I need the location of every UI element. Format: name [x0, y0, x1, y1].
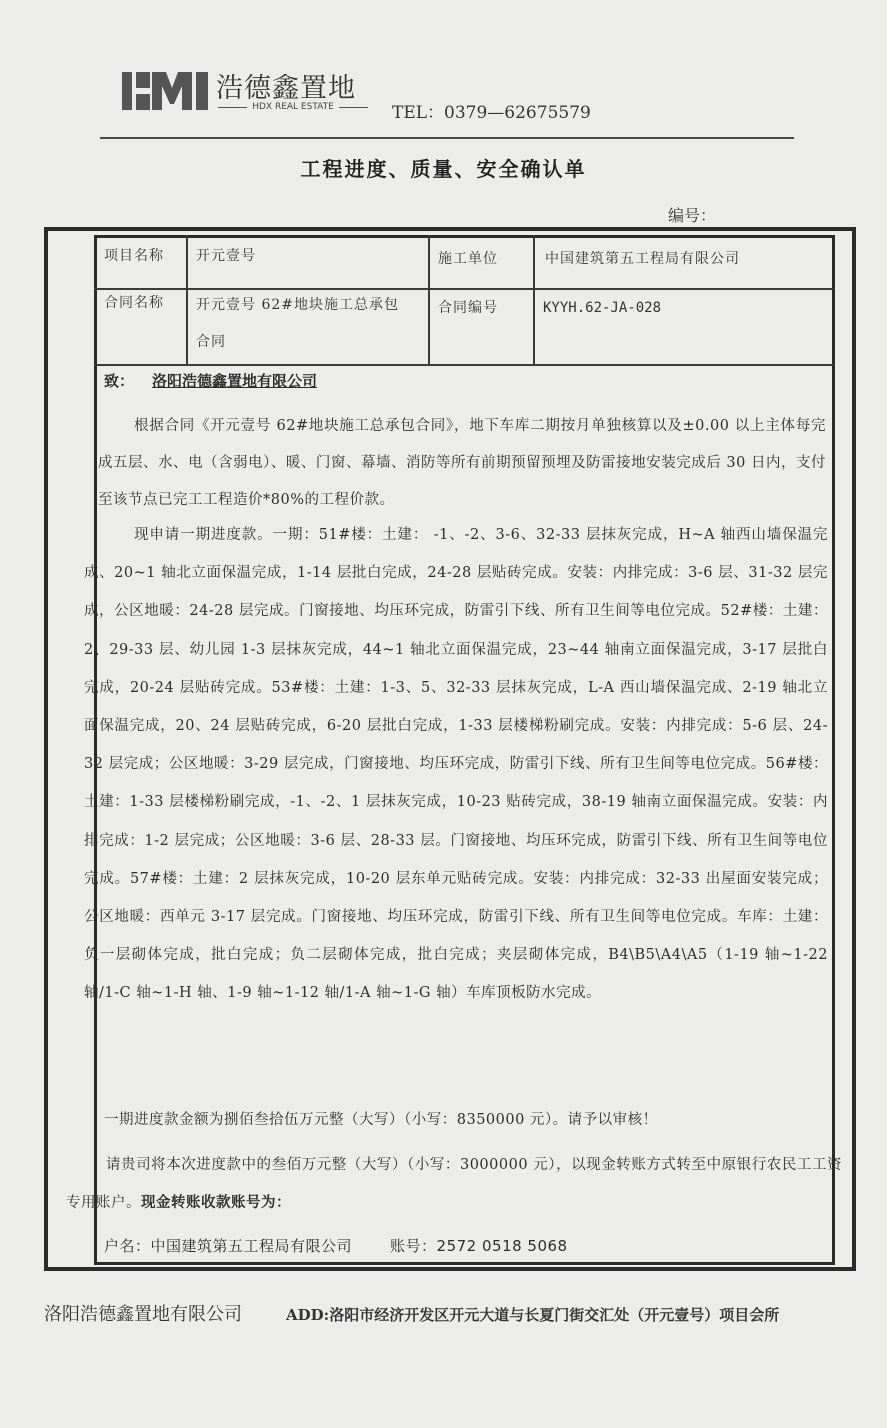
transfer-request-text: 请贵司将本次进度款中的叁佰万元整（大写）（小写：3000000 元），以现金转账方式转至中原银行农民工工资专用账户。: [66, 1157, 842, 1211]
header-divider: [100, 137, 794, 139]
account-name-label: 户名：: [104, 1237, 151, 1255]
payment-amount-paragraph: 一期进度款金额为捌佰叁拾伍万元整（大写）（小写：8350000 元）。请予以审核！: [104, 1112, 658, 1128]
telephone: TEL：0379—62675579: [392, 103, 591, 123]
account-info-line: [104, 1232, 568, 1260]
project-name-label: 项目名称: [104, 248, 164, 264]
contractor-value: 中国建筑第五工程局有限公司: [545, 251, 740, 267]
brand-subtitle-text: HDX REAL ESTATE: [252, 102, 334, 112]
footer-company: 洛阳浩德鑫置地有限公司: [44, 1304, 242, 1325]
brand-name: 浩德鑫置地: [216, 73, 356, 104]
account-heading: 现金转账收款账号为：: [141, 1194, 291, 1211]
company-logo: [122, 70, 208, 112]
addressee-label: 致：: [104, 372, 135, 390]
contract-name-value-line2: 合同: [196, 334, 226, 350]
document-title: 工程进度、质量、安全确认单: [300, 157, 587, 181]
contract-no-label: 合同编号: [438, 300, 498, 316]
brand-subtitle: [218, 102, 368, 112]
account-name: 中国建筑第五工程局有限公司: [150, 1237, 353, 1255]
contractor-label: 施工单位: [438, 251, 498, 267]
account-number: 2572 0518 5068: [436, 1237, 568, 1255]
contract-name-label: 合同名称: [104, 295, 164, 311]
table-col-divider: [186, 235, 188, 364]
progress-details-paragraph: 现申请一期进度款。一期：51#楼：土建： -1、-2、3-6、32-33 层抹灰完成，H~A 轴西山墙保温完成、20~1 轴北立面保温完成，1-14 层批白完成，24-28 层贴砖完成。安装：内排完成：3-6 层、31-32 层完成，公区地暖：24-28 层完成。门窗接地、均压环完成，防雷引下线、所有卫生间等电位完成。52#楼：土建：2、29-33 层、幼儿园 1-3 层抹灰完成，44~1 轴北立面保温完成，23~44 轴南立面保温完成，3-17 层批白完成，20-24 层贴砖完成。53#楼：土建：1-3、5、32-33 层抹灰完成，L-A 西山墙保温完成、2-19 轴北立面保温完成，20、24 层贴砖完成，6-20 层批白完成，1-33 层楼梯粉刷完成。安装：内排完成：5-6 层、24-32 层完成；公区地暖：3-29 层完成，门窗接地、均压环完成，防雷引下线、所有卫生间等电位完成。56#楼：土建：1-33 层楼梯粉刷完成，-1、-2、1 层抹灰完成，10-23 贴砖完成，38-19 轴南立面保温完成。安装：内排完成：1-2 层完成；公区地暖：3-6 层、28-33 层。门窗接地、均压环完成，防雷引下线、所有卫生间等电位完成。57#楼：土建：2 层抹灰完成，10-20 层东单元贴砖完成。安装：内排完成：32-33 出屋面安装完成；公区地暖：西单元 3-17 层完成。门窗接地、均压环完成，防雷引下线、所有卫生间等电位完成。车库：土建：负一层砌体完成，批白完成；负二层砌体完成，批白完成；夹层砌体完成，B4\B5\A4\A5（1-19 轴~1-22 轴/1-C 轴~1-H 轴、1-9 轴~1-12 轴/1-A 轴~1-G 轴）车库顶板防水完成。: [84, 527, 828, 1002]
contract-name-value-line1: 开元壹号 62#地块施工总承包: [196, 297, 399, 313]
table-bottom-border: [94, 364, 835, 366]
number-label: 编号：: [668, 206, 717, 225]
transfer-request-paragraph: [66, 1146, 842, 1222]
project-name-value: 开元壹号: [196, 248, 256, 264]
table-col-divider: [428, 235, 430, 364]
account-no-label: 账号：: [390, 1237, 437, 1255]
table-col-divider: [533, 235, 535, 364]
contract-no-value: KYYH.62-JA-028: [543, 300, 662, 316]
addressee-company: 洛阳浩德鑫置地有限公司: [152, 372, 318, 390]
footer-address: ADD:洛阳市经济开发区开元大道与长夏门街交汇处（开元壹号）项目会所: [286, 1306, 780, 1324]
contract-terms-paragraph: 根据合同《开元壹号 62#地块施工总承包合同》，地下车库二期按月单独核算以及±0.00 以上主体每完成五层、水、电（含弱电）、暖、门窗、幕墙、消防等所有前期预留预埋及防雷接地安装完成后 30 日内，支付至该节点已完工工程造价*80%的工程价款。: [98, 418, 826, 508]
addressee-line: [104, 370, 317, 391]
